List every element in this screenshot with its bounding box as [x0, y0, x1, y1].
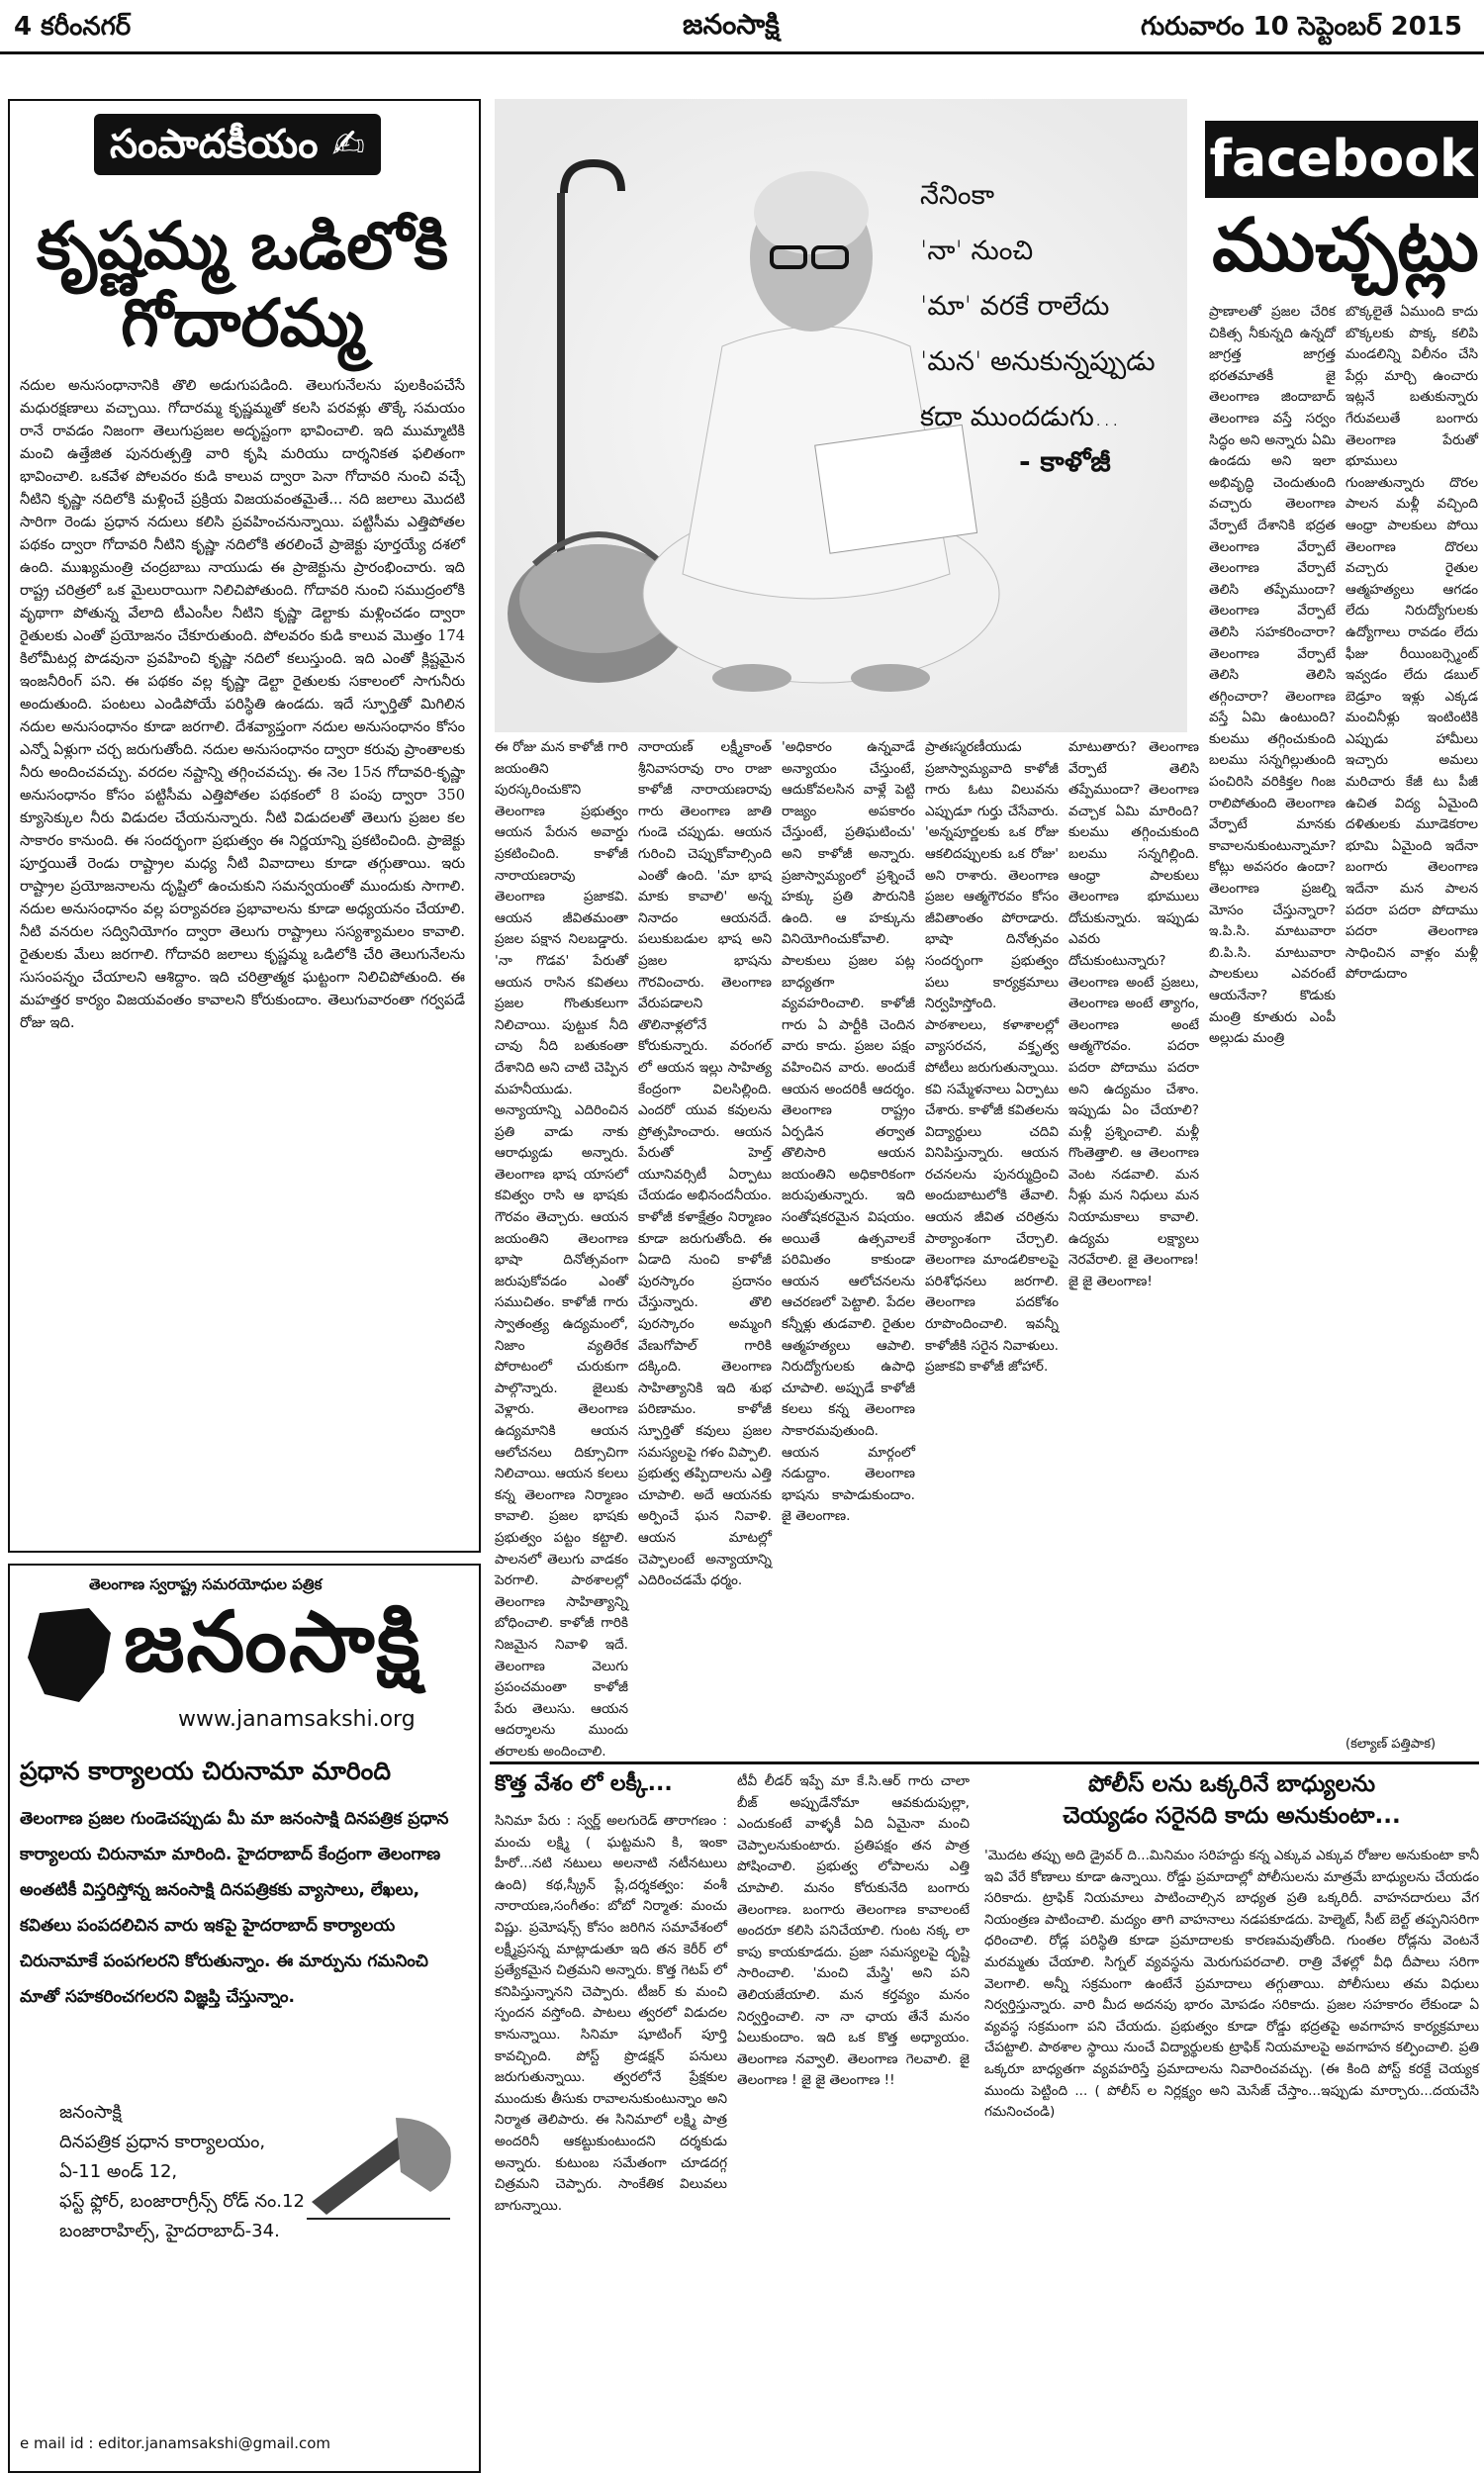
section-divider — [490, 1761, 1479, 1764]
opinion-article-body: టీవీ లీడర్ ఇప్పే మా కే.సి.ఆర్ గారు చాలా బీజ్ అప్పుడేనోమా ఆవకుదుపుల్లా, ఎందుకంటే వాళ్ళకీ ఏది ఏమైనా మంచి చెప్పాలనుకుంటారు. ప్రతిపక్షం తన పాత్ర పోషించాలి. ప్రభుత్వ లోపాలను ఎత్తి చూపాలి. మనం కోరుకునేది బంగారు తెలంగాణ. బంగారు తెలంగాణ కావాలంటే అందరూ కలిసి పనిచేయాలి. గుంట నక్క లా కాపు కాయకూడదు. ప్రజా సమస్యలపై దృష్టి సారించాలి. 'మంచి మేస్త్రి' అని పని తెలియజేయాలి. మన కర్తవ్యం మనం నిర్వర్తించాలి. నా నా ఛాయ తేనే మనం ఏలుకుందాం. ఇది ఒక కొత్త అధ్యాయం. తెలంగాణ నవ్వాలి. తెలంగాణ గెలవాలి. జై తెలంగాణ ! జై జై తెలంగాణ !! — [737, 1773, 970, 2089]
facebook-col-b: బొక్కలైతే ఏముంది కాదు బొక్కలకు పొక్క కలిపి మండలిన్ని విలీనం చేసి పేర్లు మార్చి ఉంచారు ఇట్లనే బతుకున్నారు గేరువలుతే బంగారు తెలంగాణ పేరుతో భూములు గుంజుతున్నారు దొరల పాలన మళ్లీ వచ్చింది ఆంధ్రా పాలకులు పోయి తెలంగాణ దొరలు వచ్చారు రైతుల ఆత్మహత్యలు ఆగడం లేదు నిరుద్యోగులకు ఉద్యోగాలు రావడం లేదు ఫీజు రీయింబర్స్మెంట్ ఇవ్వడం లేదు డబుల్ బెడ్రూం ఇళ్లు ఎక్కడ మంచినీళ్లు ఇంటింటికి ఎప్పుడు హామీలు ఇచ్చారు అమలు మరిచారు కేజీ టు పీజీ ఉచిత విద్య ఏమైంది దళితులకు మూడెకరాల భూమి ఏమైంది ఇదేనా బంగారు తెలంగాణ ఇదేనా మన పాలన పదరా పదరా పోదాము పదరా తెలంగాణ సాధించిన వాళ్లం మళ్లీ పోరాడుదాం — [1345, 304, 1478, 983]
issue-date: గురువారం 10 సెప్టెంబర్ 2015 — [1141, 12, 1462, 42]
editorial-body: నదుల అనుసంధానానికి తొలి అడుగుపడింది. తెలుగునేలను పులకింపచేసే మధురక్షణాలు వచ్చాయి. గోదారమ్మ కృష్ణమ్మతో కలసి పరవళ్లు తొక్కే సమయం రానే రావడం నిజంగా తెలుగుప్రజల అదృష్టంగా భావించాలి. ఇది ముమ్మాటికి మంచి ఉత్తేజిత పునరుత్పత్తి వారి కృషి మరియు దార్శనికత ఫలితంగా భావించాలి. ఒకవేళ పోలవరం కుడి కాలువ ద్వారా పెనా గోదావరి నుంచి వచ్చే నీటిని కృష్ణా నదిలోకి మళ్లించే ప్రక్రియ విజయవంతమైతే... నది జలాలు మొదటి సారిగా రెండు ప్రధాన నదులు కలిసి ప్రవహించనున్నాయి. పట్టిసీమ ఎత్తిపోతల పథకం ద్వారా గోదావరి నీటిని కృష్ణా నదిలోకి తరలించే ప్రాజెక్టు పూర్తయ్యే దశలో ఉంది. ముఖ్యమంత్రి చంద్రబాబు నాయుడు ఈ ప్రాజెక్టును ప్రారంభించారు. ఇది రాష్ట్ర చరిత్రలో ఒక మైలురాయిగా నిలిచిపోతుంది. గోదావరి నుంచి సముద్రంలోకి వృథాగా పోతున్న వేలాది టీఎంసీల నీటిని కృష్ణా డెల్టాకు మళ్లించడం ద్వారా రైతులకు ఎంతో ప్రయోజనం చేకూరుతుంది. పోలవరం కుడి కాలువ మొత్తం 174 కిలోమీటర్ల పొడవునా ప్రవహించి కృష్ణా నదిలో కలుస్తుంది. ఇది ఎంతో క్లిష్టమైన ఇంజనీరింగ్ పని. ఈ పథకం వల్ల కృష్ణా డెల్టా రైతులకు సకాలంలో సాగునీరు అందుతుంది. పంటలు ఎండిపోయే పరిస్థితి ఉండదు. ఇదే స్ఫూర్తితో మిగిలిన నదుల అనుసంధానం కూడా జరగాలి. దేశవ్యాప్తంగా నదుల అనుసంధానం కోసం ఎన్నో ఏళ్లుగా చర్చ జరుగుతోంది. నదుల అనుసంధానం ద్వారా కరువు ప్రాంతాలకు నీరు అందించవచ్చు. వరదల నష్టాన్ని తగ్గించవచ్చు. ఈ నెల 15న గోదావరి-కృష్ణా అనుసంధానం కోసం పట్టిసీమ ఎత్తిపోతల పథకంలో 8 పంపు ద్వారా 350 క్యూసెక్కుల నీరు విడుదల చేయనున్నారు. నీటి విడుదలతో తెలుగు ప్రజల కల సాకారం కానుంది. ఈ సందర్భంగా ప్రభుత్వం ఈ నిర్ణయాన్ని ప్రకటించింది. ప్రాజెక్టు పూర్తయితే రెండు రాష్ట్రాల మధ్య నీటి వివాదాలు కూడా తగ్గుతాయి. ఇరు రాష్ట్రాల ప్రయోజనాలను దృష్టిలో ఉంచుకుని సమన్వయంతో ముందుకు సాగాలి. నదుల అనుసంధానం వల్ల పర్యావరణ ప్రభావాలను కూడా అధ్యయనం చేయాలి. నీటి వనరుల సద్వినియోగం ద్వారా తెలుగు రాష్ట్రాలు సస్యశ్యామలం కావాలి. రైతులకు మేలు జరగాలి. గోదావరి జలాలు కృష్ణమ్మ ఒడిలోకి చేరి తెలుగునేలను సుసంపన్నం చేయాలని ఆశిద్దాం. ఇది చరిత్రాత్మక ఘట్టంగా నిలిచిపోతుంది. ఈ మహత్తర కార్యం విజయవంతం కావాలని కోరుకుందాం. తెలుగువారంతా గర్వపడే రోజు ఇది. — [20, 377, 465, 1031]
page-number-region: 4 కరీంనగర్ — [14, 12, 132, 42]
facebook-badge: facebook — [1205, 121, 1478, 198]
ad-tagline: తెలంగాణ స్వరాష్ట్ర సమరయోధుల పత్రిక — [89, 1575, 323, 1593]
ad-url[interactable]: www.janamsakshi.org — [178, 1707, 416, 1732]
column-5: మాటుతారు? తెలంగాణ వేర్పాటే తెలిసి తప్పేముందా? తెలంగాణ వచ్చాక ఏమి మారింది? కులము తగ్గించుకుంది బలము సన్నగిల్లింది. ఆంధ్రా పాలకులు తెలంగాణ భూములు దోచుకున్నారు. ఇప్పుడు ఎవరు దోచుకుంటున్నారు? తెలంగాణ అంటే ప్రజలు, తెలంగాణ అంటే త్యాగం, తెలంగాణ అంటే ఆత్మగౌరవం. పదరా పదరా పోదాము పదరా అని ఉద్యమం చేశాం. ఇప్పుడు ఏం చేయాలి? మళ్లీ ప్రశ్నించాలి. మళ్లీ గొంతెత్తాలి. ఆ తెలంగాణ వెంట నడవాలి. మన నీళ్లు మన నిధులు మన నియామకాలు కావాలి. ఉద్యమ లక్ష్యాలు నెరవేరాలి. జై తెలంగాణ! జై జై తెలంగాణ! — [1068, 739, 1199, 1289]
ad-address: జనంసాక్షి దినపత్రిక ప్రధాన కార్యాలయం, ఏ-11 అండ్ 12, ఫస్ట్ ఫ్లోర్, బంజారాగ్రీన్స్ రోడ్ నం.12 బంజారాహిల్స్, హైదరాబాద్-34. — [59, 2102, 305, 2241]
writing-hand-icon — [302, 2108, 460, 2227]
column-4: ప్రాతఃస్మరణీయుడు ప్రజాస్వామ్యవాది కాళోజీ గారు ఓటు విలువను ఎప్పుడూ గుర్తు చేసేవారు. 'అన్నపూర్ణలకు ఒక రోజు ఆకలిదప్పులకు ఒక రోజు' అని రాశారు. తెలంగాణ ప్రజల ఆత్మగౌరవం కోసం జీవితాంతం పోరాడారు. భాషా దినోత్సవం సందర్భంగా ప్రభుత్వం పలు కార్యక్రమాలు నిర్వహిస్తోంది. పాఠశాలలు, కళాశాలల్లో వ్యాసరచన, వక్తృత్వ పోటీలు జరుగుతున్నాయి. కవి సమ్మేళనాలు ఏర్పాటు చేశారు. కాళోజీ కవితలను విద్యార్థులు చదివి వినిపిస్తున్నారు. ఆయన రచనలను పునర్ముద్రించి అందుబాటులోకి తేవాలి. ఆయన జీవిత చరిత్రను పాఠ్యాంశంగా చేర్చాలి. తెలంగాణ మాండలికాలపై పరిశోధనలు జరగాలి. తెలంగాణ పదకోశం రూపొందించాలి. ఇవన్నీ కాళోజీకి సరైన నివాళులు. ప్రజాకవి కాళోజీ జోహార్. — [925, 739, 1059, 1376]
ad-headline: ప్రధాన కార్యాలయ చిరునామా మారింది — [20, 1757, 392, 1785]
column-1: ఈ రోజు మన కాళోజీ గారి జయంతిని పురస్కరించుకొని తెలంగాణ ప్రభుత్వం ఆయన పేరున అవార్డు ప్రకటించింది. కాళోజీ నారాయణరావు తెలంగాణ ప్రజాకవి. ఆయన జీవితమంతా ప్రజల పక్షాన నిలబడ్డారు. 'నా గొడవ' పేరుతో ఆయన రాసిన కవితలు ప్రజల గొంతుకలుగా నిలిచాయి. పుట్టుక నీది చావు నీది బతుకంతా దేశానిది అని చాటి చెప్పిన మహనీయుడు. అన్యాయాన్ని ఎదిరించిన ప్రతి వాడు నాకు ఆరాధ్యుడు అన్నారు. తెలంగాణ భాష యాసలో కవిత్వం రాసి ఆ భాషకు గౌరవం తెచ్చారు. ఆయన జయంతిని తెలంగాణ భాషా దినోత్సవంగా జరుపుకోవడం ఎంతో సముచితం. కాళోజీ గారు స్వాతంత్ర్య ఉద్యమంలో, నిజాం వ్యతిరేక పోరాటంలో చురుకుగా పాల్గొన్నారు. జైలుకు వెళ్లారు. తెలంగాణ ఉద్యమానికి ఆయన ఆలోచనలు దిక్సూచిగా నిలిచాయి. ఆయన కలలు కన్న తెలంగాణ నిర్మాణం కావాలి. ప్రజల భాషకు ప్రభుత్వం పట్టం కట్టాలి. పాలనలో తెలుగు వాడకం పెరగాలి. పాఠశాలల్లో తెలంగాణ సాహిత్యాన్ని బోధించాలి. కాళోజీ గారికి నిజమైన నివాళి ఇదే. తెలంగాణ వెలుగు ప్రపంచమంతా కాళోజీ పేరు తెలుసు. ఆయన ఆదర్శాలను ముందు తరాలకు అందించాలి. — [495, 739, 628, 1760]
police-article-body: 'మొదట తప్పు అది డ్రైవర్ ది...మినిమం సరిహద్దు కన్న ఎక్కువ ఎక్కువ రోజుల అనుకుంటా కానీ ఇవి వేరే కోణాలు కూడా ఉన్నాయి. రోడ్డు ప్రమాదాల్లో పోలీసులను మాత్రమే బాధ్యులను చేయడం సరికాదు. ట్రాఫిక్ నియమాలు పాటించాల్సిన బాధ్యత ప్రతి ఒక్కరిదీ. వాహనదారులు వేగ నియంత్రణ పాటించాలి. మద్యం తాగి వాహనాలు నడపకూడదు. హెల్మెట్, సీట్ బెల్ట్ తప్పనిసరిగా ధరించాలి. రోడ్ల పరిస్థితి కూడా ప్రమాదాలకు కారణమవుతోంది. గుంతల రోడ్లను వెంటనే మరమ్మతు చేయాలి. సిగ్నల్ వ్యవస్థను మెరుగుపరచాలి. రాత్రి వేళల్లో వీధి దీపాలు సరిగా వెలగాలి. అన్నీ సక్రమంగా ఉంటేనే ప్రమాదాలు తగ్గుతాయి. పోలీసులు తమ విధులు నిర్వర్తిస్తున్నారు. వారి మీద అదనపు భారం మోపడం సరికాదు. ప్రజల సహకారం లేకుండా ఏ వ్యవస్థ సక్రమంగా పని చేయదు. ప్రభుత్వం కూడా రోడ్డు భద్రతపై అవగాహన కార్యక్రమాలు చేపట్టాలి. పాఠశాల స్థాయి నుంచే విద్యార్థులకు ట్రాఫిక్ నియమాలపై అవగాహన కల్పించాలి. ప్రతి ఒక్కరూ బాధ్యతగా వ్యవహరిస్తే ప్రమాదాలను నివారించవచ్చు. (ఈ కింది పోస్ట్ కరక్టే చెయ్యక ముందు పెట్టింది ... ( పోలీస్ ల నిర్లక్ష్యం అని మెసేజ్ చేస్తాం...ఇప్పుడు మార్చారు...దయచేసి గమనించండి) — [984, 1848, 1479, 2121]
police-article-title: పోలీస్ లను ఒక్కరినే బాధ్యులను చెయ్యడం సరైనది కాదు అనుకుంటా... — [1063, 1771, 1401, 1829]
facebook-signature: (కల్యాణ్ పత్తిపాక) — [1345, 1737, 1437, 1752]
poem-author: - కాళోజీ — [1019, 445, 1111, 478]
film-article-title: కొత్త వేశం లో లక్కీ... — [495, 1771, 673, 1796]
facebook-title: ముచ్చట్లు — [1212, 203, 1479, 288]
column-3: 'అధికారం ఉన్నవాడే అన్యాయం చేస్తుంటే, ఆదుకోవలసిన వాళ్లే పెట్టి రాజ్యం అపకారం చేస్తుంటే, ప్రతిఘటించు' అని కాళోజీ అన్నారు. ప్రజాస్వామ్యంలో ప్రశ్నించే హక్కు ప్రతి పౌరునికి ఉంది. ఆ హక్కును వినియోగించుకోవాలి. పాలకులు ప్రజల పట్ల బాధ్యతగా వ్యవహరించాలి. కాళోజీ గారు ఏ పార్టీకి చెందిన వారు కాదు. ప్రజల పక్షం వహించిన వారు. అందుకే ఆయన అందరికీ ఆదర్శం. తెలంగాణ రాష్ట్రం ఏర్పడిన తర్వాత తొలిసారి ఆయన జయంతిని అధికారికంగా జరుపుతున్నారు. ఇది సంతోషకరమైన విషయం. అయితే ఉత్సవాలకే పరిమితం కాకుండా ఆయన ఆలోచనలను ఆచరణలో పెట్టాలి. పేదల కన్నీళ్లు తుడవాలి. రైతుల ఆత్మహత్యలు ఆపాలి. నిరుద్యోగులకు ఉపాధి చూపాలి. అప్పుడే కాళోజీ కలలు కన్న తెలంగాణ సాకారమవుతుంది. ఆయన మార్గంలో నడుద్దాం. తెలంగాణ భాషను కాపాడుకుందాం. జై తెలంగాణ. — [782, 739, 915, 1525]
page-header — [0, 0, 1484, 54]
ad-email: e mail id : editor.janamsakshi@gmail.com — [20, 2434, 331, 2452]
telangana-map-icon — [20, 1603, 119, 1712]
editorial-title: కృష్ణమ్మ ఒడిలోకి గోదారమ్మ — [36, 208, 448, 361]
editorial-tag: సంపాదకీయం ✍ — [94, 114, 381, 175]
masthead-title: జనంసాక్షి — [683, 8, 780, 41]
film-article-body: సినిమా పేరు : స్వర్ణ్ అలగురెడ్ తారాగణం : మంచు లక్ష్మి ( ఘట్టమని కి, ఇంకా హీరో...నటి నటులు అలనాటి నటీనటులు ఉంది) కథ,స్క్రీన్ ప్లే,దర్శకత్వం: వంశీ నారాయణ,సంగీతం: బోబో నిర్మాత: మంచు విష్ణు. ప్రమోషన్స్ కోసం జరిగిన సమావేశంలో లక్ష్మీప్రసన్న మాట్లాడుతూ ఇది తన కెరీర్ లో ప్రత్యేకమైన చిత్రమని అన్నారు. కొత్త గెటప్ లో కనిపిస్తున్నానని చెప్పారు. టీజర్ కు మంచి స్పందన వస్తోంది. పాటలు త్వరలో విడుదల కానున్నాయి. సినిమా షూటింగ్ పూర్తి కావచ్చింది. పోస్ట్ ప్రొడక్షన్ పనులు జరుగుతున్నాయి. త్వరలోనే ప్రేక్షకుల ముందుకు తీసుకు రావాలనుకుంటున్నాం అని నిర్మాత తెలిపారు. ఈ సినిమాలో లక్ష్మి పాత్ర అందరినీ ఆకట్టుకుంటుందని దర్శకుడు అన్నారు. కుటుంబ సమేతంగా చూడదగ్గ చిత్రమని చెప్పారు. సాంకేతిక విలువలు బాగున్నాయి. — [495, 1813, 727, 2214]
ad-body: తెలంగాణ ప్రజల గుండెచప్పుడు మీ మా జనంసాక్షి దినపత్రిక ప్రధాన కార్యాలయ చిరునామా మారింది. హైదరాబాద్ కేంద్రంగా తెలంగాణ అంతటికీ విస్తరిస్తోన్న జనంసాక్షి దినపత్రికకు వ్యాసాలు, లేఖలు, కవితలు పంపదలిచిన వారు ఇకపై హైదరాబాద్ కార్యాలయ చిరునామాకే పంపగలరని కోరుతున్నాం. ఈ మార్పును గమనించి మాతో సహకరించగలరని విజ్ఞప్తి చేస్తున్నాం. — [20, 1809, 449, 2007]
facebook-col-a: ప్రాణాలతో ప్రజల చేరిక చికిత్స నీకున్నది ఉన్నదో జాగ్రత్త జాగ్రత్త భరతమాతకీ జై తెలంగాణ జిందాబాద్ తెలంగాణ వస్తే సర్వం సిద్ధం అని అన్నారు ఏమి ఉండదు అని ఇలా అభివృద్ధి చెందుతుంది వచ్చారు తెలంగాణ వేర్పాటే దేశానికి భద్రత తెలంగాణ వేర్పాటే తెలంగాణ వేర్పాటే తెలిసి తప్పేముందా? తెలంగాణ వేర్పాటే తెలిసి సహకరించారా? తెలంగాణ వేర్పాటే తెలిసి తెలిసి తగ్గించారా? తెలంగాణ వస్తే ఏమి ఉంటుంది? కులము తగ్గించుకుంది బలము సన్నగిల్లుతుంది పంచిరిసి వరికిక్తల గింజ రాలిపోతుంది తెలంగాణ వేర్పాటే మానకు కావాలనుకుంటున్నామా? కోట్లు అవసరం ఉందా? తెలంగాణ ప్రజల్ని మోసం చేస్తున్నారా? ఇ.పి.సి. మాటువారా బి.పి.సి. మాటువారా పాలకులు ఎవరంటే ఆయనేనా? కొడుకు మంత్రి కూతురు ఎంపీ అల్లుడు మంత్రి — [1209, 304, 1337, 1047]
poem: నేనింకా 'నా' నుంచి 'మా' వరకే రాలేదు 'మన' అనుకున్నప్పుడు కదా ముందడుగు... — [920, 180, 1156, 432]
ad-logo: జనంసాక్షి — [124, 1593, 422, 1690]
column-2: నారాయణ్ లక్ష్మీకాంత్ శ్రీనివాసరావు రాం రాజా కాళోజీ నారాయణరావు గారు తెలంగాణ జాతి గుండె చప్పుడు. ఆయన గురించి చెప్పుకోవాల్సింది ఎంతో ఉంది. 'మా భాష మాకు కావాలి' అన్న నినాదం ఆయనదే. పలుకుబడుల భాష అని ప్రజల భాషను గౌరవించారు. తెలంగాణ వేరుపడాలని తొలినాళ్లలోనే కోరుకున్నారు. వరంగల్ లో ఆయన ఇల్లు సాహిత్య కేంద్రంగా విలసిల్లింది. ఎందరో యువ కవులను ప్రోత్సహించారు. ఆయన పేరుతో హెల్త్ యూనివర్సిటీ ఏర్పాటు చేయడం అభినందనీయం. కాళోజీ కళాక్షేత్రం నిర్మాణం కూడా జరుగుతోంది. ఈ ఏడాది నుంచి కాళోజీ పురస్కారం ప్రదానం చేస్తున్నారు. తొలి పురస్కారం అమ్మంగి వేణుగోపాల్ గారికి దక్కింది. తెలంగాణ సాహిత్యానికి ఇది శుభ పరిణామం. కాళోజీ స్ఫూర్తితో కవులు ప్రజల సమస్యలపై గళం విప్పాలి. ప్రభుత్వ తప్పిదాలను ఎత్తి చూపాలి. అదే ఆయనకు అర్పించే ఘన నివాళి. ఆయన మాటల్లో చెప్పాలంటే అన్యాయాన్ని ఎదిరించడమే ధర్మం. — [638, 739, 772, 1589]
pen-icon: ✍ — [331, 122, 365, 167]
